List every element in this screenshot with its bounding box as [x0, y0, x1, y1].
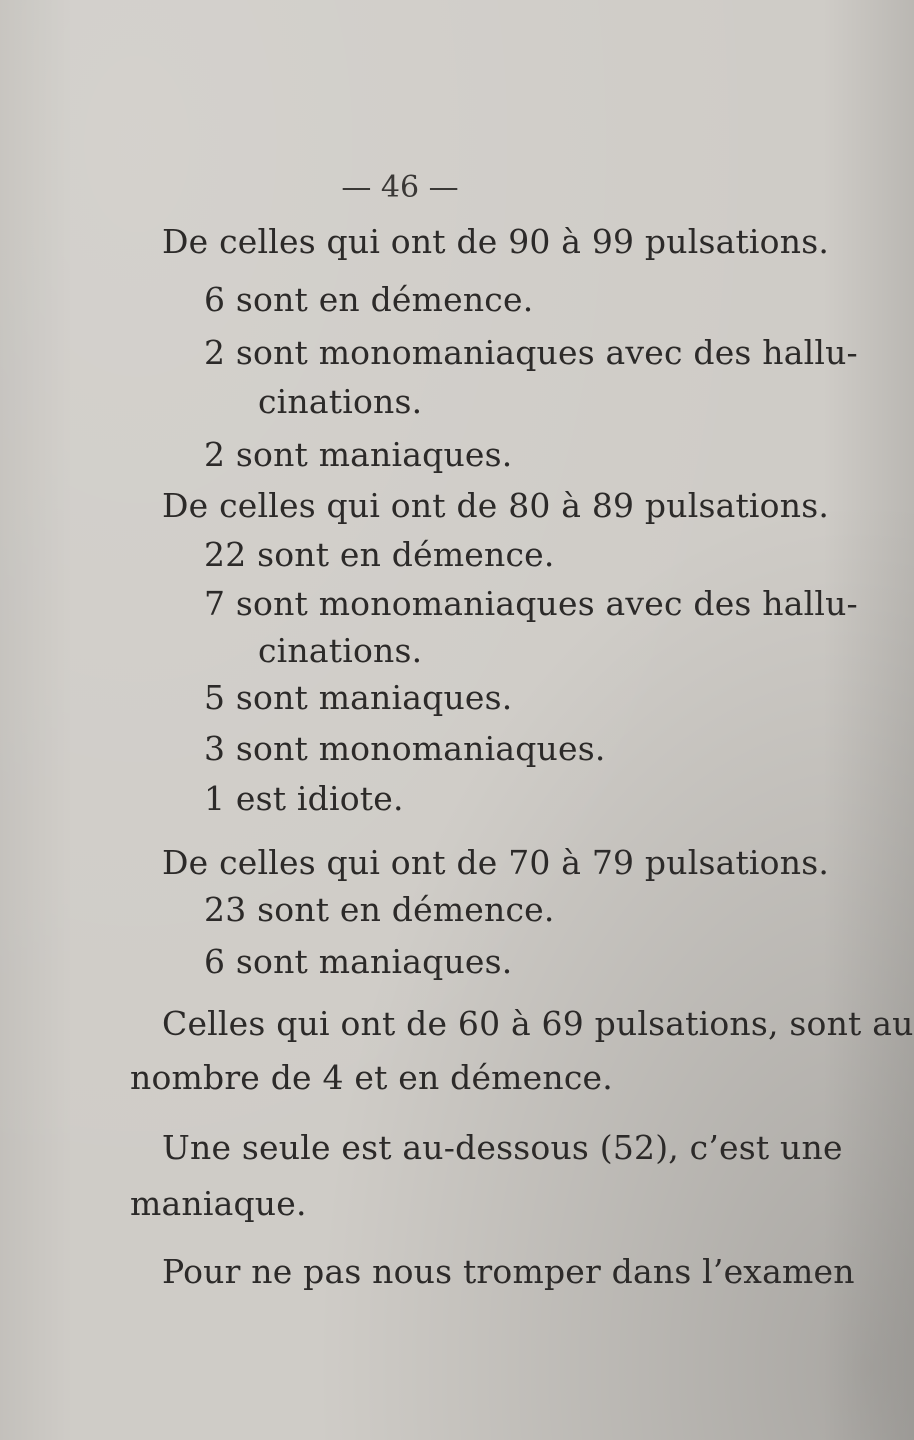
text-line: 23 sont en démence.: [204, 890, 555, 929]
text-line: 1 est idiote.: [204, 779, 404, 818]
text-line: 22 sont en démence.: [204, 535, 555, 574]
text-line: De celles qui ont de 80 à 89 pulsations.: [162, 486, 830, 525]
text-line: Celles qui ont de 60 à 69 pulsations, sont au: [162, 1004, 914, 1043]
page-number: — 46 —: [341, 170, 459, 205]
text-line: cinations.: [258, 382, 423, 421]
text-line: Une seule est au-dessous (52), c’est une: [162, 1128, 843, 1167]
text-line: De celles qui ont de 90 à 99 pulsations.: [162, 222, 830, 261]
text-line: 7 sont monomaniaques avec des hallu-: [204, 584, 858, 623]
text-line: 3 sont monomaniaques.: [204, 729, 606, 768]
text-line: 5 sont maniaques.: [204, 678, 513, 717]
text-line: 6 sont en démence.: [204, 280, 534, 319]
text-line: Pour ne pas nous tromper dans l’examen: [162, 1252, 855, 1291]
text-line: maniaque.: [130, 1184, 307, 1223]
text-line: 6 sont maniaques.: [204, 942, 513, 981]
text-line: nombre de 4 et en démence.: [130, 1058, 613, 1097]
text-line: 2 sont monomaniaques avec des hallu-: [204, 333, 858, 372]
text-line: De celles qui ont de 70 à 79 pulsations.: [162, 843, 830, 882]
text-line: 2 sont maniaques.: [204, 435, 513, 474]
text-line: cinations.: [258, 631, 423, 670]
